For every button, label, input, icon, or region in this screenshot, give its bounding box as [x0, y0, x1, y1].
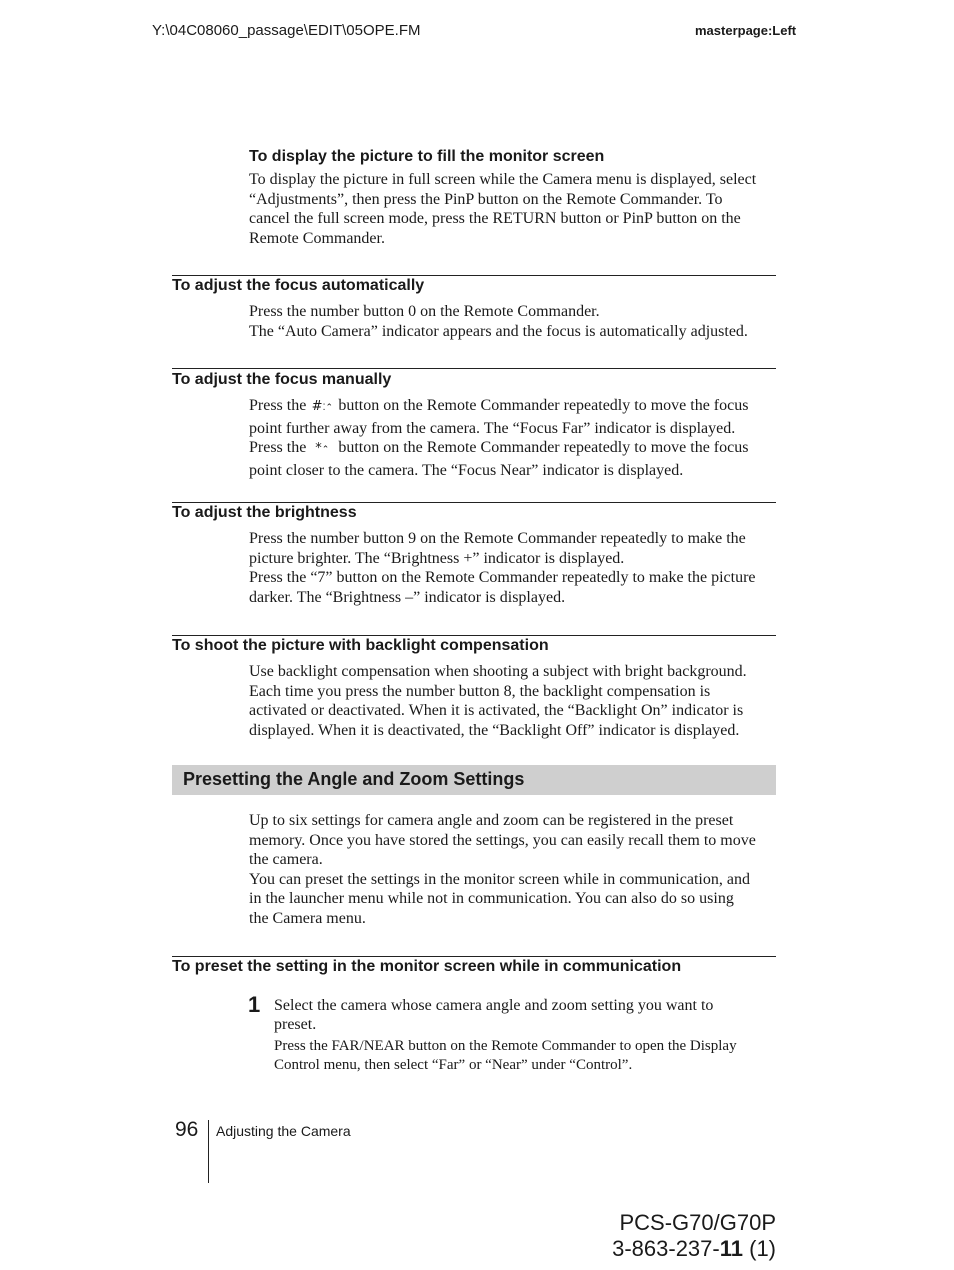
text-line: cancel the full screen mode, press the RETURN button or PinP button on the — [249, 210, 741, 228]
text-line: Control menu, then select “Far” or “Near” under “Control”. — [274, 1056, 633, 1073]
text-line: To display the picture in full screen while the Camera menu is displayed, select — [249, 171, 757, 188]
file-path: Y:\04C08060_passage\EDIT\05OPE.FM — [152, 22, 421, 39]
paragraph-focus-auto — [249, 302, 789, 341]
icon-glyph: # — [311, 399, 323, 414]
section-title-band — [172, 765, 776, 795]
text-fragment: button on the Remote Commander repeatedly to move the focus — [338, 397, 749, 414]
footer-section-name: Adjusting the Camera — [216, 1123, 351, 1139]
icon-glyph: * — [315, 441, 322, 457]
step-note — [274, 1037, 784, 1074]
heading-fill-screen: To display the picture to fill the monitor screen — [249, 148, 605, 165]
step-number: 1 — [248, 992, 261, 1017]
code-bold: 11 — [719, 1236, 743, 1261]
text-line: Select the camera whose camera angle and zoom setting you want to — [274, 997, 714, 1014]
text-line: Each time you press the number button 8, the backlight compensation is — [249, 682, 711, 700]
text-line: Press the FAR/NEAR button on the Remote Commander to open the Display — [274, 1038, 737, 1054]
heading-brightness: To adjust the brightness — [172, 504, 357, 521]
heading-backlight: To shoot the picture with backlight compensation — [172, 637, 549, 654]
section-rule — [172, 368, 776, 369]
text-line: point further away from the camera. The “Focus Far” indicator is displayed. — [249, 419, 736, 437]
text-fragment: Press the — [249, 439, 307, 457]
part-code — [560, 1236, 776, 1262]
text-line: darker. The “Brightness –” indicator is displayed. — [249, 588, 566, 606]
heading-focus-auto: To adjust the focus automatically — [172, 277, 425, 294]
text-line: Up to six settings for camera angle and zoom can be registered in the preset — [249, 812, 734, 829]
focus-near-icon: *⌃ — [315, 441, 330, 457]
text-line: You can preset the settings in the monitor screen while in communication, and — [249, 870, 750, 888]
text-line: The “Auto Camera” indicator appears and the focus is automatically adjusted. — [249, 322, 748, 340]
text-line: “Adjustments”, then press the PinP button on the Remote Commander. To — [249, 190, 723, 208]
text-line: preset. — [274, 1015, 317, 1033]
heading-preset-monitor: To preset the setting in the monitor screen while in communication — [172, 958, 682, 975]
text-fragment: Press the — [249, 397, 307, 414]
masterpage-label: masterpage:Left — [695, 23, 797, 38]
text-line: in the launcher menu while not in communication. You can also do so using — [249, 890, 734, 908]
text-line: Press the number button 0 on the Remote Commander. — [249, 303, 600, 320]
text-line: Press the “7” button on the Remote Commander repeatedly to make the picture — [249, 569, 756, 587]
text-line: the camera. — [249, 851, 323, 869]
text-line: point closer to the camera. The “Focus Near” indicator is displayed. — [249, 461, 684, 479]
paragraph-backlight — [249, 662, 789, 740]
step-text — [274, 997, 784, 1034]
heading-focus-manual: To adjust the focus manually — [172, 371, 392, 388]
text-line: Use backlight compensation when shooting a subject with bright background. — [249, 663, 747, 680]
code-suffix: (1) — [743, 1236, 776, 1261]
focus-far-icon: #⁚⌃ — [311, 399, 333, 414]
text-line: activated or deactivated. When it is activated, the “Backlight On” indicator is — [249, 702, 744, 720]
paragraph-brightness — [249, 529, 779, 607]
text-line: picture brighter. The “Brightness +” indicator is displayed. — [249, 549, 625, 567]
text-fragment: button on the Remote Commander repeatedly to move the focus — [338, 439, 749, 457]
code-prefix: 3-863-237- — [612, 1236, 720, 1261]
section-title: Presetting the Angle and Zoom Settings — [183, 769, 525, 789]
paragraph-focus-manual — [249, 396, 779, 480]
page-number: 96 — [175, 1118, 199, 1141]
footer-divider — [208, 1120, 209, 1183]
text-line: displayed. When it is deactivated, the “Backlight Off” indicator is displayed. — [249, 721, 740, 739]
paragraph-fill-screen — [249, 170, 779, 248]
text-line: Press the number button 9 on the Remote Commander repeatedly to make the — [249, 530, 746, 547]
text-line — [249, 396, 779, 419]
text-line: Remote Commander. — [249, 229, 385, 247]
text-line — [249, 438, 779, 461]
text-line: memory. Once you have stored the settings, you can easily recall them to move — [249, 831, 756, 849]
text-line: the Camera menu. — [249, 909, 366, 927]
model-info — [560, 1210, 776, 1262]
model-name: PCS-G70/G70P — [619, 1210, 776, 1235]
paragraph-preset — [249, 811, 779, 929]
